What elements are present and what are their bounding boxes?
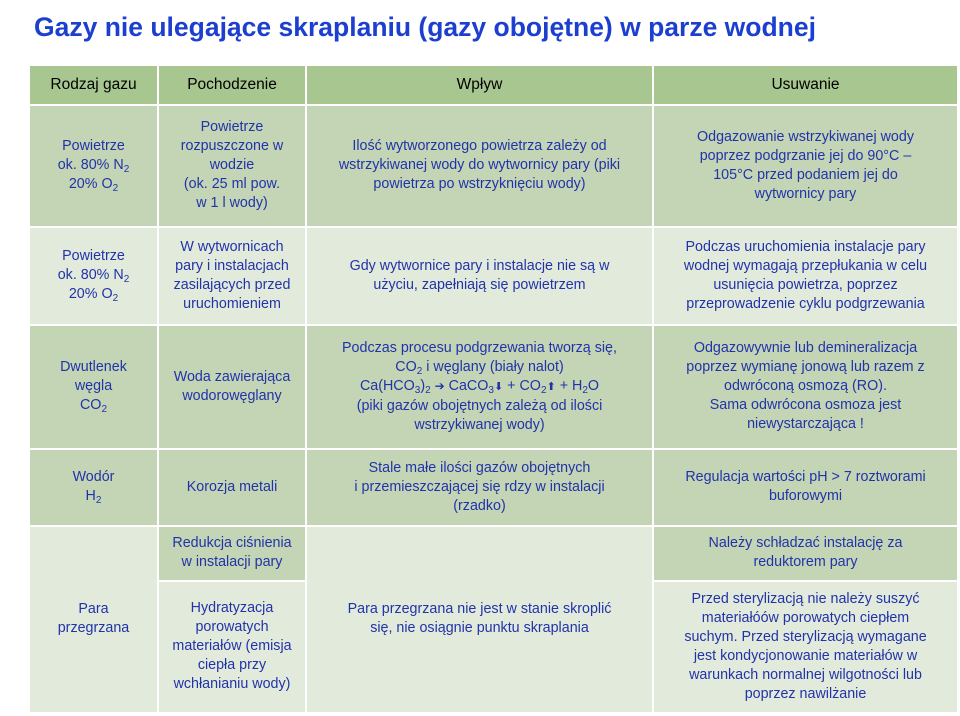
gas-cell: Powietrze ok. 80% $N_2$ 20% $O_2$: [29, 227, 158, 325]
page-title: Gazy nie ulegające skraplaniu (gazy obojętne) w parze wodnej: [34, 12, 816, 42]
origin-cell: Hydratyzacja porowatych materiałów (emisja ciepła przy wchłanianiu wody): [158, 581, 306, 713]
table-row: [29, 325, 958, 449]
origin-cell: W wytwornicach pary i instalacjach zasilających przed uruchomieniem: [158, 227, 306, 325]
origin-cell: Redukcja ciśnienia w instalacji pary: [158, 526, 306, 581]
header-gas-type: Rodzaj gazu: [29, 65, 158, 105]
origin-cell: Korozja metali: [158, 449, 306, 526]
gas-cell: Powietrze ok. 80% $N_2$ 20% $O_2$: [29, 105, 158, 227]
right-arrow-icon: ➔: [434, 378, 445, 393]
header-removal: Usuwanie: [653, 65, 958, 105]
removal-cell: Podczas uruchomienia instalacje pary wodnej wymagają przepłukania w celu usunięcia powietrza, poprzez przeprowadzenie cyklu podgrzewania: [653, 227, 958, 325]
removal-cell: Należy schładzać instalację za reduktorem pary: [653, 526, 958, 581]
effect-cell: Stale małe ilości gazów obojętnych i przemieszczającej się rdzy w instalacji (rzadko): [306, 449, 653, 526]
removal-cell: Przed sterylizacją nie należy suszyć materiałóów porowatych ciepłem suchym. Przed sterylizacją wymagane jest kondycjonowanie materiałów w warunkach normalnej wilgotności lub poprzez nawilżanie: [653, 581, 958, 713]
gas-table: [28, 64, 959, 714]
origin-cell: Woda zawierająca wodorowęglany: [158, 325, 306, 449]
effect-cell: Gdy wytwornice pary i instalacje nie są w użyciu, zapełniają się powietrzem: [306, 227, 653, 325]
header-origin: Pochodzenie: [158, 65, 306, 105]
origin-cell: Powietrze rozpuszczone w wodzie (ok. 25 ml pow. w 1 l wody): [158, 105, 306, 227]
header-effect: Wpływ: [306, 65, 653, 105]
effect-cell: Podczas procesu podgrzewania tworzą się, $CO_2$ i węglany (biały nalot) $Ca(HCO_3)_2$ ➔ CaCO$_3$⬇ + $CO_2⬆ + H_2O$ (piki gazów obojętnych zależą od ilości wstrzykiwanej wody): [306, 325, 653, 449]
down-arrow-icon: ⬇: [493, 380, 504, 393]
header-row: [29, 65, 958, 105]
gas-cell: Para przegrzana: [29, 526, 158, 713]
gas-cell: Wodór $H_2$: [29, 449, 158, 526]
effect-cell: Ilość wytworzonego powietrza zależy od wstrzykiwanej wody do wytwornicy pary (piki powietrza po wstrzyknięciu wody): [306, 105, 653, 227]
table-row: [29, 105, 958, 227]
removal-cell: Odgazowywnie lub demineralizacja poprzez wymianę jonową lub razem z odwróconą osmozą (RO). Sama odwrócona osmoza jest niewystarczająca !: [653, 325, 958, 449]
gas-cell: Dwutlenek węgla $CO_2$: [29, 325, 158, 449]
removal-cell: Odgazowanie wstrzykiwanej wody poprzez podgrzanie jej do 90°C – 105°C przed podaniem jej do wytwornicy pary: [653, 105, 958, 227]
chemical-equation: $Ca(HCO_3)_2$ ➔ CaCO$_3$⬇ + $CO_2⬆ + H_2O$: [359, 377, 600, 396]
effect-cell: Para przegrzana nie jest w stanie skroplić się, nie osiągnie punktu skraplania: [306, 526, 653, 713]
table-row: [29, 449, 958, 526]
removal-cell: Regulacja wartości pH > 7 roztworami buforowymi: [653, 449, 958, 526]
up-arrow-icon: ⬆: [546, 380, 556, 393]
table-row: [29, 526, 958, 581]
table-row: [29, 227, 958, 325]
